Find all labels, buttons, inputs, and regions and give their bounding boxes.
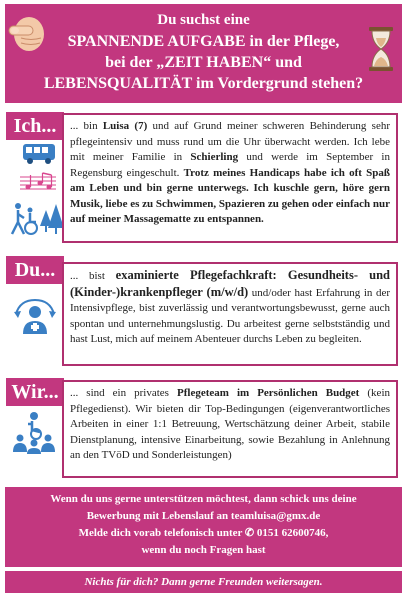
ich-text-name: Luisa (7) [102,120,148,132]
footer-line-3: Melde dich vorab telefonisch unter ✆ 0151 62600746, [78,527,329,539]
wir-text-3: (kein Pflegedienst). Wir bieten dir Top-Bedingungen (eigenverantwortliches Arbeiten in einer 1:1 Betreuung, Wertschätzung deiner Arbeit, stabile Dienstplanung, intensive Einarbeitung, sowie Bezahlung in Anlehnung an den TVöD und Sonderleistungen) [70,387,390,461]
section-text-ich [62,113,398,243]
section-label-ich: Ich... [6,112,64,140]
wir-text-team: Pflegeteam im Persönlichen Budget [177,387,360,399]
header-line-2: SPANNENDE AUFGABE in der Pflege, [67,33,340,50]
caregiver-person-icon [12,290,58,336]
ich-text-hobbies: Trotz meines Handicaps habe ich oft Spaß am Leben und bin gerne unterwegs. Ich kuschle gern, höre gern Musik, liebe es zu Schwimmen, Spazieren zu gehen oder einfach nur auf meiner Massagematte zu entspannen. [70,166,390,225]
footer-line-2: Bewerbung mit Lebenslauf an teamluisa@gmx.de [86,510,321,522]
header-line-1: Du suchst eine [157,12,250,28]
du-text-qualification: examinierte Pflegefachkraft: Gesundheits- und (Kinder-)krankenpfleger (m/w/d) [70,268,390,299]
footer-line-4: wenn du noch Fragen hast [141,544,266,556]
bus-icon [22,143,56,165]
footer-line-1: Wenn du uns gerne unterstützen möchtest, dann schick uns deine [50,493,357,505]
section-label-wir: Wir... [6,378,64,406]
du-text-1: ... bist [70,270,116,282]
ich-text-town: Schierling [190,151,239,163]
music-notes-icon [18,171,58,193]
ich-text-5: und werde im September in Regensburg eingeschult. [70,151,390,179]
du-text-3: und/oder hast Erfahrung in der Intensivpflege, bist zuverlässig und verantwortungsbewusst, gerne auch spontan und unternehmungslustig. Du arbeitest gerne selbstständig und hast Lust, mich auf meinem Abenteuer durchs Leben zu begleiten. [70,286,391,345]
hourglass-icon [368,26,394,72]
header-line-4: LEBENSQUALITÄT im Vordergrund stehen? [43,75,364,92]
pointing-hand-icon [7,8,47,54]
share-note: Nichts für dich? Dann gerne Freunden weitersagen. [5,571,402,593]
wir-text-1: ... sind ein privates [70,387,177,399]
section-text-du [62,262,398,366]
section-text-wir [62,380,398,478]
ich-text-3: und auf Grund meiner schweren Behinderung sehr pflegeintensiv und muss rund um die Uhr überwacht werden. Ich lebe mit meiner Familie in [70,120,390,163]
ich-text-1: ... bin [70,120,103,132]
header-banner [5,4,402,103]
contact-footer [5,487,402,567]
team-group-icon [12,410,56,454]
section-label-du: Du... [6,256,64,284]
header-line-3: bei der „ZEIT HABEN“ und [105,54,302,71]
wheelchair-walk-trees-icon [6,196,66,238]
